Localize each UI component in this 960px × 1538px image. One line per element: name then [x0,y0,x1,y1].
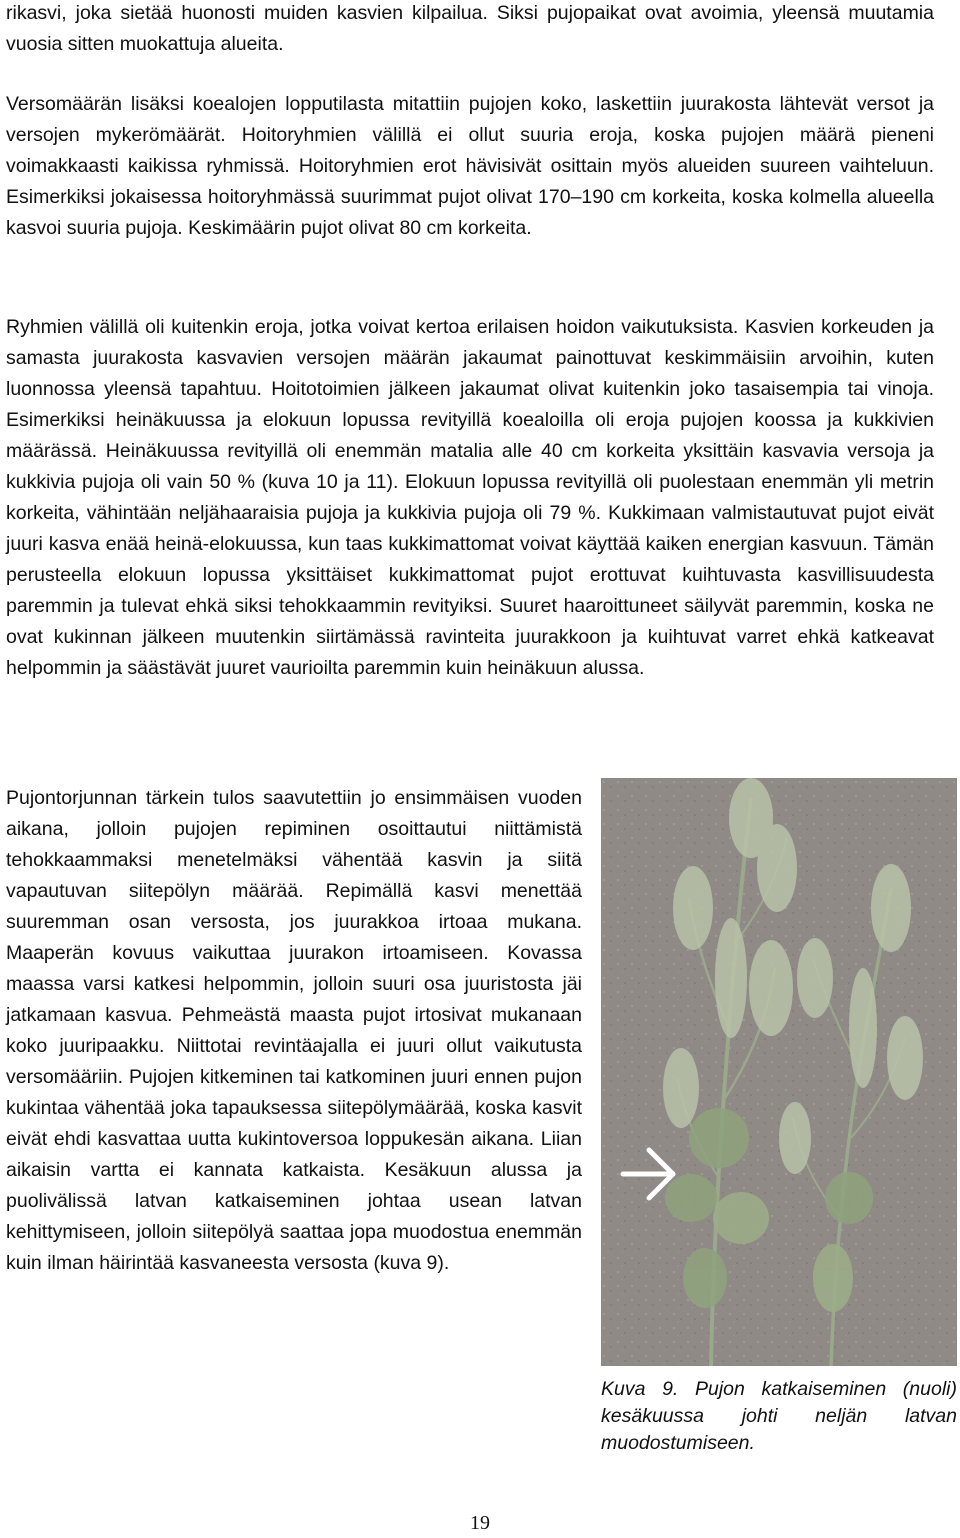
page-number: 19 [470,1512,490,1534]
mugwort-photo-illustration [601,778,957,1366]
paragraph-measurements: Versomäärän lisäksi koealojen lopputilasta mitattiin pujojen koko, laskettiin juurakosta lähtevät versot ja versojen mykerömäärät. Hoitoryhmien välillä ei ollut suuria eroja, koska pujojen määrä pieneni voimakkaasti kaikissa ryhmissä. Hoitoryhmien erot hävisivät osittain myös alueiden suureen vaihteluun. Esimerkiksi jokaisessa hoitoryhmässä suurimmat pujot olivat 170–190 cm korkeita, koska kolmella alueella kasvoi suuria pujoja. Keskimäärin pujot olivat 80 cm korkeita. [6,93,934,239]
paragraph-control-results: Pujontorjunnan tärkein tulos saavutettiin jo ensimmäisen vuoden aikana, jolloin pujojen repiminen osoittautui niittämistä tehokkaammaksi menetelmäksi vähentää kasvin ja siitä vapautuvan siitepölyn määrää. Repimällä kasvi menettää suuremman osan versosta, jos juurakkoa irtoaa mukana. Maaperän kovuus vaikuttaa juurakon irtoamiseen. Kovassa maassa varsi katkesi helpommin, jolloin suuri osa juuristosta jäi jatkamaan kasvua. Pehmeästä maasta pujot irtosivat mukanaan koko juuripaakku. Niittotai revintäajalla ei juuri ollut vaikutusta versomääriin. Pujojen kitkeminen tai katkominen juuri ennen pujon kukintaa vähentää joka tapauksessa siitepölymäärää, koska kasvit eivät ehdi kasvattaa uutta kukintoversoa loppukesän aikana. Liian aikaisin vartta ei kannata katkaista. Kesäkuun alussa ja puolivälissä latvan katkaiseminen johtaa usean latvan kehittymiseen, jolloin siitepölyä saattaa jopa muodostua enemmän kuin ilman häirintää kasvaneesta versosta (kuva 9). [6,787,582,1274]
paragraph-intro-tail: rikasvi, joka sietää huonosti muiden kasvien kilpailua. Siksi pujopaikat ovat avoimia, yleensä muutamia vuosia sitten muokattuja alueita. [6,2,934,55]
figure-mugwort-photo [601,778,957,1366]
figure-caption: Kuva 9. Pujon katkaiseminen (nuoli) kesäkuussa johti neljän latvan muodostumiseen. [601,1378,957,1454]
paragraph-group-differences: Ryhmien välillä oli kuitenkin eroja, jotka voivat kertoa erilaisen hoidon vaikutuksista. Kasvien korkeuden ja samasta juurakosta kasvavien versojen määrän jakaumat painottuvat keskimmäisiin arvoihin, kuten luonnossa yleensä tapahtuu. Hoitotoimien jälkeen jakaumat olivat kuitenkin joko tasaisempia tai vinoja. Esimerkiksi heinäkuussa ja elokuun lopussa revityillä koealoilla oli eroja pujojen koossa ja kukkivien määrässä. Heinäkuussa revityillä oli enemmän matalia alle 40 cm korkeita yksittäin kasvavia versoja ja kukkivia pujoja oli vain 50 % (kuva 10 ja 11). Elokuun lopussa revityillä oli puolestaan enemmän yli metrin korkeita, vähintään neljähaaraisia pujoja ja kukkivia pujoja oli 79 %. Kukkimaan valmistautuvat pujot eivät juuri kasva enää heinä-elokuussa, kun taas kukkimattomat voivat käyttää kaiken energian kasvuun. Tämän perusteella elokuun lopussa yksittäiset kukkimattomat pujot erottuvat kuihtuvasta kasvillisuudesta paremmin ja tulevat ehkä siksi tehokkaammin revityiksi. Suuret haaroittuneet säilyvät paremmin, koska ne ovat kukinnan jälkeen muutenkin siirtämässä ravinteita juurakkoon ja kuihtuvat varret ehkä katkeavat helpommin ja säästävät juuret vaurioilta paremmin kuin heinäkuun alussa. [6,316,934,679]
